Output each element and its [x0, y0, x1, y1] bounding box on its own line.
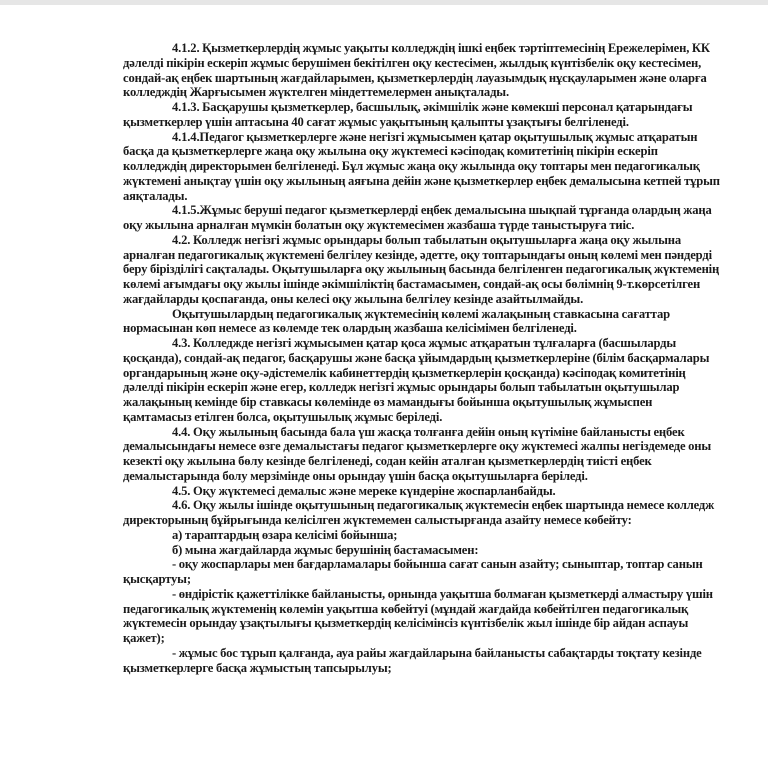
- window-top-strip: [0, 0, 768, 5]
- bullet-item-1: - оқу жоспарлары мен бағдарламалары бойынша сағат санын азайту; сыныптар, топтар санын қысқартуы;: [123, 557, 703, 586]
- document-page: [123, 41, 723, 675]
- paragraph-4-1-4: 4.1.4.Педагог қызметкерлерге және негізгі жұмысымен қатар оқытушылық жұмыс атқаратын басқа да қызметкерлерге жаңа оқу жылына оқу жүктемесі кәсіподақ комитетінің пікірін ескеріп колледждің директорымен белгіленеді. Бұл жұмыс жаңа оқу жылында оқу топтары мен педагогикалық жүктемені анықтау үшін оқу жылының аяғына дейін және қызметкерлер еңбек демалысына кетпей тұрып аяқталады.: [123, 129, 720, 203]
- paragraph-4-6: 4.6. Оқу жылы ішінде оқытушының педагогикалық жүктемесін еңбек шартында немесе колледж директорының бұйрығында келісілген жүктемемен салыстырғанда азайту немесе көбейту:: [123, 498, 715, 527]
- paragraph-4-1-3: 4.1.3. Басқарушы қызметкерлер, басшылық, әкімшілік және көмекші персонал қатарындағы қызметкерлер үшін аптасына 40 сағат жұмыс уақытының қалыпты ұзақтығы белгіленеді.: [123, 100, 693, 129]
- list-item-b: б) мына жағдайларда жұмыс берушінің бастамасымен:: [172, 542, 479, 557]
- bullet-item-3: - жұмыс бос тұрып қалғанда, ауа райы жағдайларына байланысты сабақтарды тоқтату кезінде қызметкерлерге басқа жұмыстың тапсырылуы;: [123, 645, 702, 675]
- paragraph-4-1-2: 4.1.2. Қызметкерлердің жұмыс уақыты колледждің ішкі еңбек тәртіптемесінің Ережелерімен, КК дәлелді пікірін ескеріп жұмыс берушімен бекітілген оқу кестесімен, жылдық күнтізбелік оқу кестесімен, сондай-ақ еңбек шартының жағдайларымен, қызметкерлердің лауазымдық нұсқауларымен және оларға колледждің Жарғысымен жүктелген міндеттемелермен анықталады.: [123, 41, 710, 100]
- paragraph-4-2: 4.2. Колледж негізгі жұмыс орындары болып табылатын оқытушыларға жаңа оқу жылына арналған педагогикалық жүктемені белгілеу кезінде, әдетте, оқу топтарындағы оның көлемі мен пәндерді беру бірізділігі сақталады. Оқытушыларға оқу жылының басында белгіленген педагогикалық жүктеменің көлемі ағымдағы оқу жылы ішінде әкімшіліктің бастамасымен, сондай-ақ осы бөлімнің 9-т.көрсетілген жағдайларды қоспағанда, оны келесі оқу жылына белгілеу кезінде азайтылмайды.: [123, 232, 720, 306]
- paragraph-4-2-continued: Оқытушылардың педагогикалық жүктемесінің көлемі жалақының ставкасына сағаттар нормасынан көп немесе аз көлемде тек олардың жазбаша келісімімен белгіленеді.: [123, 306, 670, 336]
- paragraph-4-5: 4.5. Оқу жүктемесі демалыс және мереке күндеріне жоспарланбайды.: [172, 483, 556, 498]
- paragraph-4-3: 4.3. Колледжде негізгі жұмысымен қатар қоса жұмыс атқаратын тұлғаларға (басшыларды қосқанда), сондай-ақ педагог, басқарушы және басқа ұйымдардың қызметкерлеріне (білім басқармалары органдарының және оқу-әдістемелік кабинеттердің қызметкерлерін қосқанда) кәсіподақ комитетінің дәлелді пікірін ескеріп және егер, колледж негізгі жұмыс орындары болып табылатын оқытушылар жалақының кемінде бір ставкасы көлемінде өз мамандығы бойынша оқытушылық жұмыспен қамтамасыз етілген болса, оқытушылық жұмыс беріледі.: [123, 336, 710, 424]
- list-item-a: а) тараптардың өзара келісімі бойынша;: [172, 527, 398, 542]
- paragraph-4-4: 4.4. Оқу жылының басында бала үш жасқа толғанға дейін оның күтіміне байланысты еңбек демалысындағы немесе өзге демалыстағы педагог қызметкерлерге оқу жүктемесі жалпы негіздемеде оны кезекті оқу жылына бөлу кезінде белгіленеді, содан кейін аталған қызметкерлердің тиісті еңбек демалыстарында болу мерзімінде оны орындау үшін басқа оқытушыларға беріледі.: [123, 424, 712, 483]
- bullet-item-2: - өндірістік қажеттілікке байланысты, орнында уақытша болмаған қызметкерді алмастыру үшін педагогикалық жүктеменің көлемін уақытша көбейтуі (мұндай жағдайда көбейтілген педагогикалық жүктемесін орындау ұзақтылығы қызметкердің келісімінсіз күнтізбелік жыл ішінде бір айдан аспауы қажет);: [123, 586, 713, 645]
- paragraph-4-1-5: 4.1.5.Жұмыс беруші педагог қызметкерлерді еңбек демалысына шықпай тұрғанда олардың жаңа оқу жылына арналған мүмкін болатын оқу жүктемесімен жазбаша түрде таныстыруға тиіс.: [123, 203, 712, 232]
